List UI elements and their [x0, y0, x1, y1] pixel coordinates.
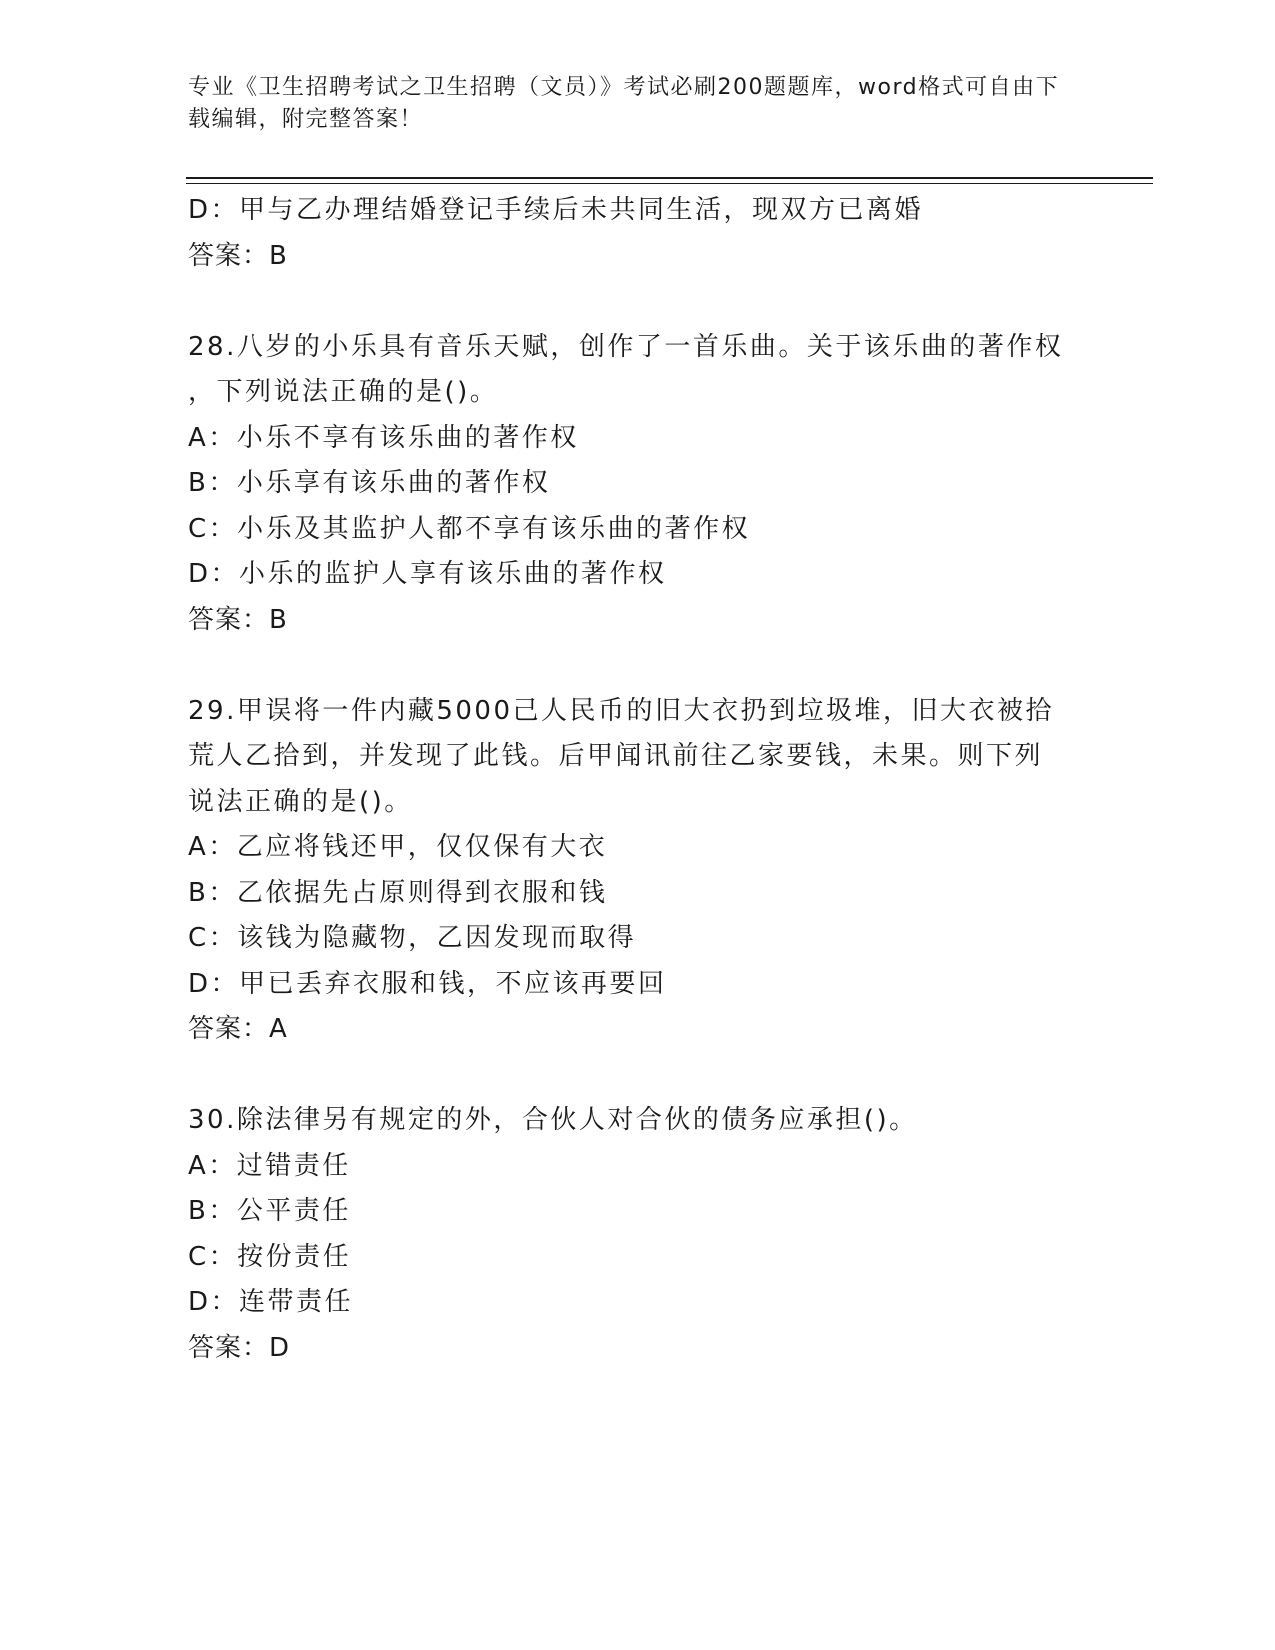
- question-stem: 28.八岁的小乐具有音乐天赋，创作了一首乐曲。关于该乐曲的著作权: [188, 331, 1064, 362]
- answer: 答案：B: [188, 240, 288, 271]
- option-b: B：乙依据先占原则得到衣服和钱: [188, 877, 608, 908]
- carryover-block: [188, 188, 1088, 279]
- option-d: D：甲与乙办理结婚登记手续后未共同生活，现双方已离婚: [188, 195, 924, 225]
- question-28: [188, 325, 1088, 644]
- question-stem-cont: 荒人乙拾到，并发现了此钱。后甲闻讯前往乙家要钱，未果。则下列: [188, 741, 1044, 771]
- document-header: 专业《卫生招聘考试之卫生招聘（文员）》考试必刷200题题库，word格式可自由下载编辑，附完整答案！: [188, 75, 1060, 132]
- question-stem-cont: 说法正确的是()。: [188, 786, 413, 817]
- option-c: C：该钱为隐藏物，乙因发现而取得: [188, 923, 637, 953]
- question-29: [188, 689, 1088, 1053]
- option-c: C：按份责任: [188, 1241, 352, 1272]
- answer: 答案：D: [188, 1332, 291, 1363]
- option-b: B：小乐享有该乐曲的著作权: [188, 468, 551, 498]
- header-rule-thick: [186, 177, 1153, 179]
- option-d: D：小乐的监护人享有该乐曲的著作权: [188, 559, 667, 589]
- option-d: D：连带责任: [188, 1287, 354, 1317]
- option-c: C：小乐及其监护人都不享有该乐曲的著作权: [188, 513, 751, 544]
- question-stem: 30.除法律另有规定的外，合伙人对合伙的债务应承担()。: [188, 1105, 918, 1135]
- header-rule-thin: [186, 183, 1153, 184]
- option-a: A：乙应将钱还甲，仅仅保有大衣: [188, 832, 608, 862]
- answer: 答案：A: [188, 1014, 288, 1044]
- question-30: [188, 1098, 1088, 1371]
- option-b: B：公平责任: [188, 1196, 351, 1226]
- question-stem-cont: ，下列说法正确的是()。: [188, 377, 499, 407]
- question-stem: 29.甲误将一件内藏5000己人民币的旧大衣扔到垃圾堆，旧大衣被拾: [188, 695, 1055, 726]
- answer: 答案：B: [188, 604, 288, 635]
- option-d: D：甲已丢弃衣服和钱，不应该再要回: [188, 968, 667, 999]
- document-body: [188, 188, 1088, 1371]
- option-a: A：小乐不享有该乐曲的著作权: [188, 422, 579, 453]
- option-a: A：过错责任: [188, 1150, 351, 1181]
